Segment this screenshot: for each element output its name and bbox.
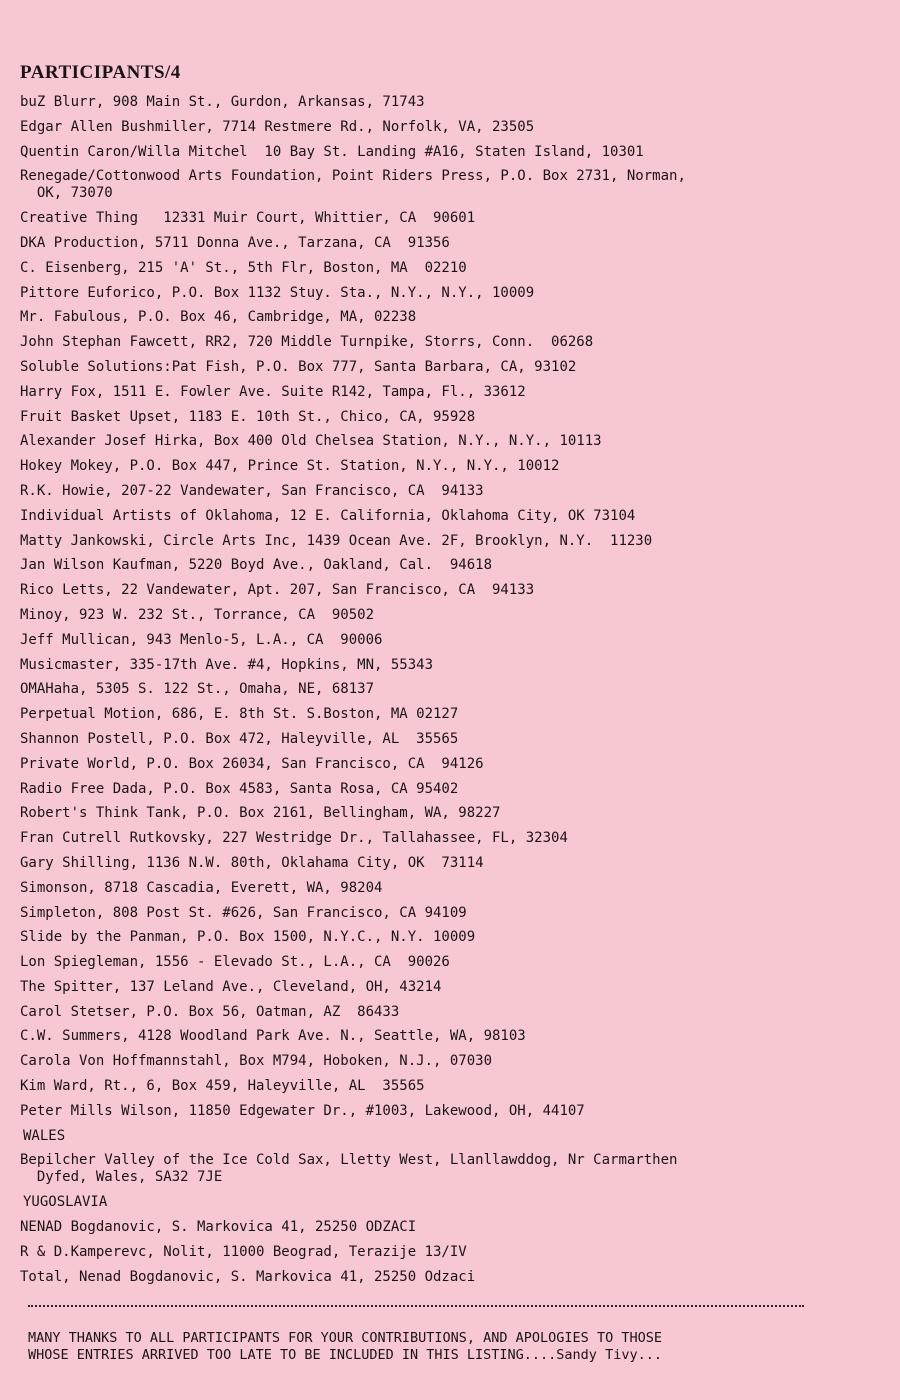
participant-entry: Bepilcher Valley of the Ice Cold Sax, Lletty West, Llanllawddog, Nr Carmarthen Dyfed, Wales, SA32 7JE: [20, 1152, 678, 1186]
participant-entry: Musicmaster, 335-17th Ave. #4, Hopkins, MN, 55343: [20, 656, 434, 673]
participant-entry: Jeff Mullican, 943 Menlo-5, L.A., CA 90006: [20, 631, 383, 648]
participant-entry: The Spitter, 137 Leland Ave., Cleveland, OH, 43214: [20, 978, 442, 995]
participant-entry: Total, Nenad Bogdanovic, S. Markovica 41, 25250 Odzaci: [20, 1268, 476, 1285]
participant-entry: R & D.Kamperevc, Nolit, 11000 Beograd, Terazije 13/IV: [20, 1243, 467, 1260]
participant-entry: John Stephan Fawcett, RR2, 720 Middle Turnpike, Storrs, Conn. 06268: [20, 334, 594, 351]
participant-entry: Carola Von Hoffmannstahl, Box M794, Hoboken, N.J., 07030: [20, 1053, 493, 1070]
participant-entry: Perpetual Motion, 686, E. 8th St. S.Boston, MA 02127: [20, 706, 459, 723]
page-title: PARTICIPANTS/4: [20, 62, 181, 83]
participant-entry: Robert's Think Tank, P.O. Box 2161, Bellingham, WA, 98227: [20, 805, 501, 822]
participant-entry: C. Eisenberg, 215 'A' St., 5th Flr, Boston, MA 02210: [20, 259, 467, 276]
participant-list: [20, 94, 820, 1293]
participant-entry: Matty Jankowski, Circle Arts Inc, 1439 Ocean Ave. 2F, Brooklyn, N.Y. 11230: [20, 532, 653, 549]
participant-entry: Carol Stetser, P.O. Box 56, Oatman, AZ 86433: [20, 1003, 400, 1020]
participant-entry: DKA Production, 5711 Donna Ave., Tarzana, CA 91356: [20, 234, 450, 251]
participant-entry: Fran Cutrell Rutkovsky, 227 Westridge Dr., Tallahassee, FL, 32304: [20, 830, 568, 847]
participant-entry: Minoy, 923 W. 232 St., Torrance, CA 90502: [20, 606, 375, 623]
dotted-divider: [28, 1305, 804, 1307]
participant-entry: Lon Spiegleman, 1556 - Elevado St., L.A., CA 90026: [20, 954, 450, 971]
participant-entry: Creative Thing 12331 Muir Court, Whittier, CA 90601: [20, 210, 476, 227]
participant-entry: Individual Artists of Oklahoma, 12 E. California, Oklahoma City, OK 73104: [20, 507, 636, 524]
participant-entry: Renegade/Cottonwood Arts Foundation, Point Riders Press, P.O. Box 2731, Norman, OK, 73070: [20, 168, 686, 202]
participant-entry: Harry Fox, 1511 E. Fowler Ave. Suite R142, Tampa, Fl., 33612: [20, 383, 526, 400]
participant-entry: Private World, P.O. Box 26034, San Francisco, CA 94126: [20, 755, 484, 772]
participant-entry: Radio Free Dada, P.O. Box 4583, Santa Rosa, CA 95402: [20, 780, 459, 797]
section-heading: YUGOSLAVIA: [23, 1194, 108, 1211]
participant-entry: R.K. Howie, 207-22 Vandewater, San Francisco, CA 94133: [20, 482, 484, 499]
participant-entry: Soluble Solutions:Pat Fish, P.O. Box 777, Santa Barbara, CA, 93102: [20, 358, 577, 375]
participant-entry: Rico Letts, 22 Vandewater, Apt. 207, San Francisco, CA 94133: [20, 582, 535, 599]
participant-entry: OMAHaha, 5305 S. 122 St., Omaha, NE, 68137: [20, 681, 375, 698]
section-heading: WALES: [23, 1127, 66, 1144]
participant-entry: Slide by the Panman, P.O. Box 1500, N.Y.C., N.Y. 10009: [20, 929, 476, 946]
participant-entry: C.W. Summers, 4128 Woodland Park Ave. N., Seattle, WA, 98103: [20, 1028, 526, 1045]
participant-entry: NENAD Bogdanovic, S. Markovica 41, 25250 ODZACI: [20, 1219, 417, 1236]
participant-entry: Mr. Fabulous, P.O. Box 46, Cambridge, MA, 02238: [20, 309, 417, 326]
participant-entry: Alexander Josef Hirka, Box 400 Old Chelsea Station, N.Y., N.Y., 10113: [20, 433, 602, 450]
footer-note: MANY THANKS TO ALL PARTICIPANTS FOR YOUR CONTRIBUTIONS, AND APOLOGIES TO THOSE WHOSE ENTRIES ARRIVED TOO LATE TO BE INCLUDED IN THIS LISTING....Sandy Tivy...: [28, 1330, 662, 1363]
participant-entry: buZ Blurr, 908 Main St., Gurdon, Arkansas, 71743: [20, 94, 425, 110]
participant-entry: Pittore Euforico, P.O. Box 1132 Stuy. Sta., N.Y., N.Y., 10009: [20, 284, 535, 301]
participant-entry: Peter Mills Wilson, 11850 Edgewater Dr., #1003, Lakewood, OH, 44107: [20, 1102, 585, 1119]
participant-entry: Shannon Postell, P.O. Box 472, Haleyville, AL 35565: [20, 730, 459, 747]
participant-entry: Jan Wilson Kaufman, 5220 Boyd Ave., Oakland, Cal. 94618: [20, 557, 493, 574]
participant-entry: Simpleton, 808 Post St. #626, San Francisco, CA 94109: [20, 904, 467, 921]
participant-entry: Quentin Caron/Willa Mitchel 10 Bay St. Landing #A16, Staten Island, 10301: [20, 143, 644, 160]
participant-entry: Hokey Mokey, P.O. Box 447, Prince St. Station, N.Y., N.Y., 10012: [20, 458, 560, 475]
participant-entry: Fruit Basket Upset, 1183 E. 10th St., Chico, CA, 95928: [20, 408, 476, 425]
participant-entry: Gary Shilling, 1136 N.W. 80th, Oklahama City, OK 73114: [20, 854, 484, 871]
participant-entry: Simonson, 8718 Cascadia, Everett, WA, 98204: [20, 879, 383, 896]
participant-entry: Kim Ward, Rt., 6, Box 459, Haleyville, AL 35565: [20, 1078, 425, 1095]
participant-entry: Edgar Allen Bushmiller, 7714 Restmere Rd., Norfolk, VA, 23505: [20, 118, 535, 135]
